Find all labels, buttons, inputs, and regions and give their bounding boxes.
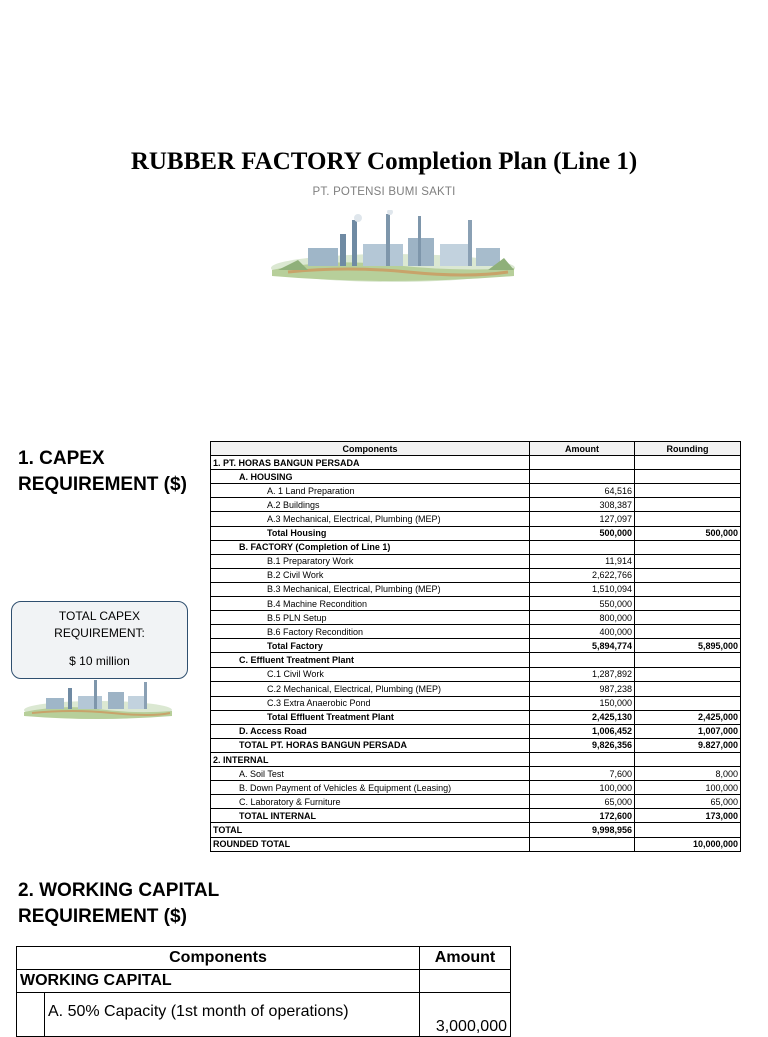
table-row xyxy=(211,456,741,470)
table-row xyxy=(211,540,741,554)
row-rounding: 173,000 xyxy=(635,809,741,823)
row-rounding xyxy=(635,554,741,568)
row-rounding xyxy=(635,611,741,625)
row-amount: 9,998,956 xyxy=(530,823,635,837)
table-row xyxy=(211,554,741,568)
table-row xyxy=(211,526,741,540)
header-components: Components xyxy=(211,442,530,456)
row-amount: 550,000 xyxy=(530,597,635,611)
row-label: B. Down Payment of Vehicles & Equipment (Leasing) xyxy=(211,781,530,795)
table-row xyxy=(211,597,741,611)
row-rounding xyxy=(635,667,741,681)
table-row xyxy=(211,767,741,781)
row-label: C. Laboratory & Furniture xyxy=(211,795,530,809)
row-rounding xyxy=(635,823,741,837)
table-row xyxy=(211,809,741,823)
table-row xyxy=(211,653,741,667)
row-label: B.6 Factory Recondition xyxy=(211,625,530,639)
row-amount: 1,510,094 xyxy=(530,582,635,596)
factory-illustration-icon xyxy=(268,210,518,288)
page-title: RUBBER FACTORY Completion Plan (Line 1) xyxy=(130,148,638,175)
row-rounding xyxy=(635,653,741,667)
row-rounding: 1,007,000 xyxy=(635,724,741,738)
table-row xyxy=(211,582,741,596)
wc-section-row xyxy=(17,970,511,993)
row-rounding: 10,000,000 xyxy=(635,837,741,851)
company-subtitle: PT. POTENSI BUMI SAKTI xyxy=(312,186,456,198)
wc-indent-cell xyxy=(17,993,45,1037)
table-row xyxy=(211,823,741,837)
row-label: Total Housing xyxy=(211,526,530,540)
row-rounding xyxy=(635,625,741,639)
table-row xyxy=(211,625,741,639)
working-capital-table xyxy=(16,946,511,1037)
row-label: Total Factory xyxy=(211,639,530,653)
row-label: C.3 Extra Anaerobic Pond xyxy=(211,696,530,710)
row-rounding: 9.827,000 xyxy=(635,738,741,752)
table-row xyxy=(211,639,741,653)
row-amount: 172,600 xyxy=(530,809,635,823)
wc-row-a xyxy=(17,993,511,1037)
row-amount: 9,826,356 xyxy=(530,738,635,752)
header-amount: Amount xyxy=(530,442,635,456)
row-rounding xyxy=(635,582,741,596)
row-rounding: 5,895,000 xyxy=(635,639,741,653)
table-row xyxy=(211,568,741,582)
row-amount xyxy=(530,837,635,851)
total-capex-box xyxy=(11,601,188,679)
row-amount: 65,000 xyxy=(530,795,635,809)
wc-row-a-label: A. 50% Capacity (1st month of operations) xyxy=(45,993,420,1037)
capex-header-row xyxy=(211,442,741,456)
table-row xyxy=(211,611,741,625)
row-rounding: 100,000 xyxy=(635,781,741,795)
working-capital-section-heading: 2. WORKING CAPITAL REQUIREMENT ($) xyxy=(18,880,219,927)
row-rounding xyxy=(635,696,741,710)
table-row xyxy=(211,470,741,484)
table-row xyxy=(211,724,741,738)
row-amount xyxy=(530,752,635,766)
row-label: A.3 Mechanical, Electrical, Plumbing (MEP) xyxy=(211,512,530,526)
row-amount xyxy=(530,540,635,554)
wc-section-amount xyxy=(420,970,511,993)
row-label: 1. PT. HORAS BANGUN PERSADA xyxy=(211,456,530,470)
row-rounding: 2,425,000 xyxy=(635,710,741,724)
row-amount: 800,000 xyxy=(530,611,635,625)
row-label: C.1 Civil Work xyxy=(211,667,530,681)
wc-header-components: Components xyxy=(17,947,420,970)
row-label: TOTAL xyxy=(211,823,530,837)
row-amount xyxy=(530,470,635,484)
table-row xyxy=(211,512,741,526)
row-label: B.3 Mechanical, Electrical, Plumbing (MEP) xyxy=(211,582,530,596)
table-row xyxy=(211,498,741,512)
row-amount: 150,000 xyxy=(530,696,635,710)
table-row xyxy=(211,681,741,696)
wc-header-row xyxy=(17,947,511,970)
row-amount: 11,914 xyxy=(530,554,635,568)
row-rounding xyxy=(635,470,741,484)
row-label: B.5 PLN Setup xyxy=(211,611,530,625)
row-label: TOTAL INTERNAL xyxy=(211,809,530,823)
wc-section-label: WORKING CAPITAL xyxy=(17,970,420,993)
row-amount: 2,425,130 xyxy=(530,710,635,724)
row-label: TOTAL PT. HORAS BANGUN PERSADA xyxy=(211,738,530,752)
table-row xyxy=(211,667,741,681)
row-rounding xyxy=(635,681,741,696)
row-amount xyxy=(530,456,635,470)
row-rounding: 8,000 xyxy=(635,767,741,781)
row-amount xyxy=(530,653,635,667)
row-rounding xyxy=(635,484,741,498)
row-amount: 500,000 xyxy=(530,526,635,540)
row-rounding: 500,000 xyxy=(635,526,741,540)
row-rounding: 65,000 xyxy=(635,795,741,809)
row-label: A. HOUSING xyxy=(211,470,530,484)
factory-thumbnail-icon xyxy=(22,676,174,722)
row-amount: 100,000 xyxy=(530,781,635,795)
table-row xyxy=(211,837,741,851)
row-label: B.1 Preparatory Work xyxy=(211,554,530,568)
row-label: C.2 Mechanical, Electrical, Plumbing (MEP) xyxy=(211,681,530,696)
table-row xyxy=(211,781,741,795)
row-amount: 1,006,452 xyxy=(530,724,635,738)
row-amount: 2,622,766 xyxy=(530,568,635,582)
row-label: 2. INTERNAL xyxy=(211,752,530,766)
row-label: Total Effluent Treatment Plant xyxy=(211,710,530,724)
wc-header-amount: Amount xyxy=(420,947,511,970)
row-label: A. Soil Test xyxy=(211,767,530,781)
row-label: A. 1 Land Preparation xyxy=(211,484,530,498)
table-row xyxy=(211,710,741,724)
row-amount: 987,238 xyxy=(530,681,635,696)
capex-table xyxy=(210,441,741,852)
row-label: B. FACTORY (Completion of Line 1) xyxy=(211,540,530,554)
row-rounding xyxy=(635,512,741,526)
total-capex-value: $ 10 million xyxy=(69,654,130,668)
row-label: B.4 Machine Recondition xyxy=(211,597,530,611)
total-capex-label: TOTAL CAPEX REQUIREMENT: xyxy=(54,609,145,640)
table-row xyxy=(211,696,741,710)
table-row xyxy=(211,752,741,766)
table-row xyxy=(211,484,741,498)
row-rounding xyxy=(635,498,741,512)
row-amount: 64,516 xyxy=(530,484,635,498)
header-rounding: Rounding xyxy=(635,442,741,456)
table-row xyxy=(211,795,741,809)
table-row xyxy=(211,738,741,752)
row-rounding xyxy=(635,597,741,611)
row-rounding xyxy=(635,568,741,582)
row-amount: 400,000 xyxy=(530,625,635,639)
row-rounding xyxy=(635,752,741,766)
row-amount: 1,287,892 xyxy=(530,667,635,681)
row-label: B.2 Civil Work xyxy=(211,568,530,582)
row-label: D. Access Road xyxy=(211,724,530,738)
row-amount: 7,600 xyxy=(530,767,635,781)
wc-row-a-amount: 3,000,000 xyxy=(420,993,511,1037)
row-label: A.2 Buildings xyxy=(211,498,530,512)
capex-section-heading: 1. CAPEX REQUIREMENT ($) xyxy=(18,448,187,495)
row-label: C. Effluent Treatment Plant xyxy=(211,653,530,667)
row-label: ROUNDED TOTAL xyxy=(211,837,530,851)
row-amount: 127,097 xyxy=(530,512,635,526)
row-rounding xyxy=(635,456,741,470)
row-amount: 308,387 xyxy=(530,498,635,512)
row-rounding xyxy=(635,540,741,554)
row-amount: 5,894,774 xyxy=(530,639,635,653)
